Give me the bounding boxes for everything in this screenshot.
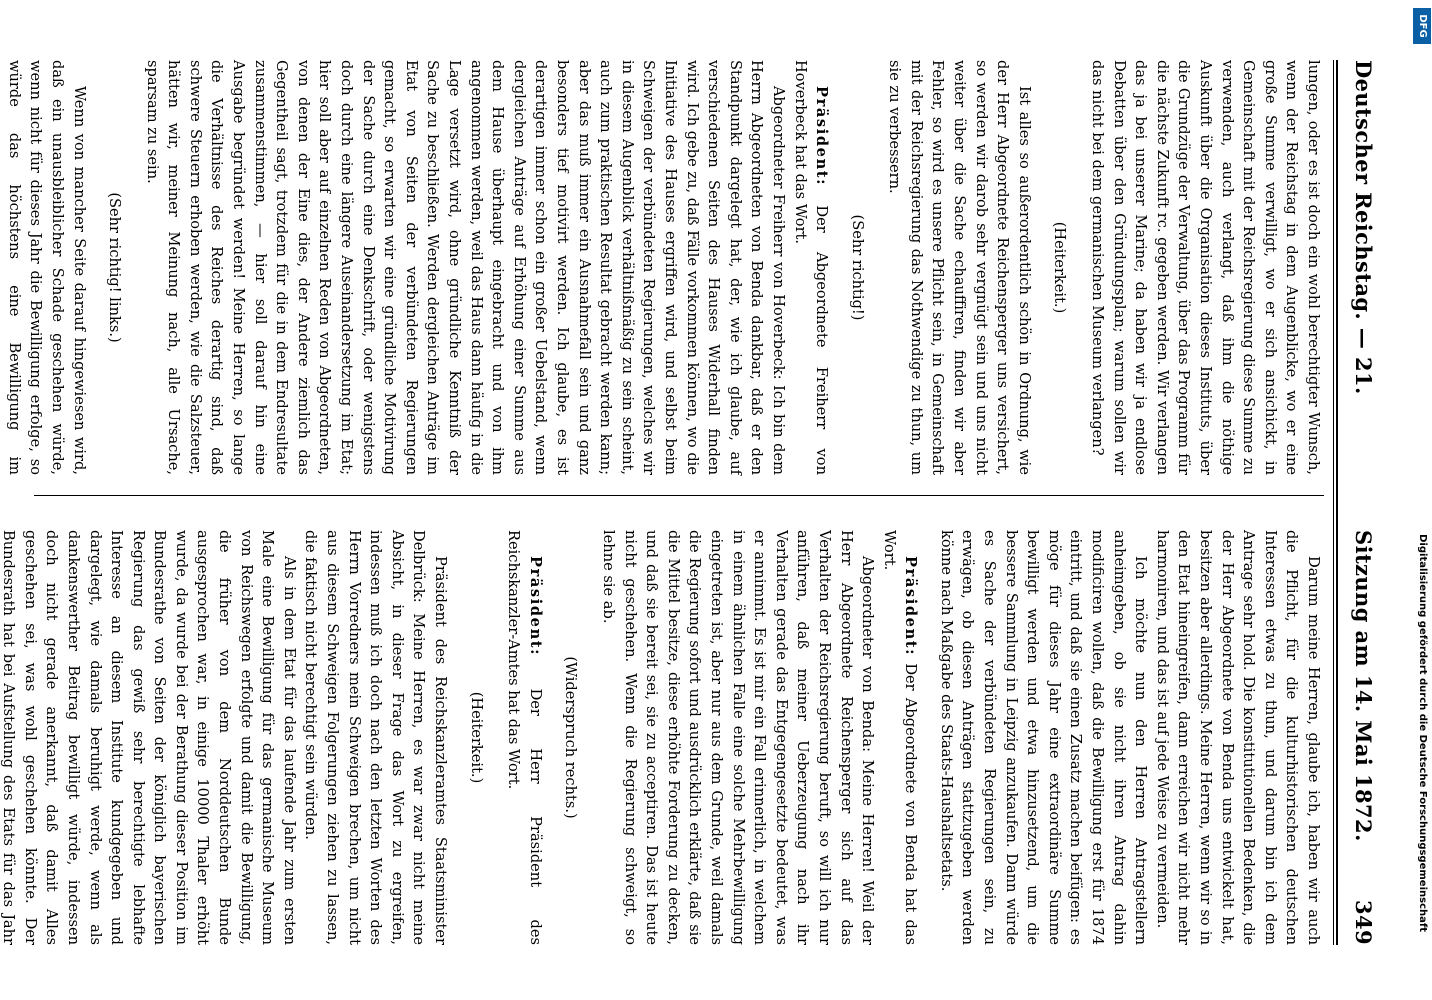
stage-direction: (Heiterkeit.) — [467, 691, 485, 784]
speaker-text: Der Abgeordnete Freiherr von Hoverbeck hat das Wort. — [791, 60, 831, 475]
speaker-paragraph — [878, 530, 921, 945]
paragraph: Wenn von mancher Seite darauf hingewiesen wird, daß ein unausbleiblicher Schade geschehen würde, wenn nicht für dieses Jahr die Bewilligung erfolge, so würde das höchstens eine Bewilligung im — [5, 60, 88, 475]
dfg-logo-text: DFG — [1417, 14, 1428, 38]
sidebar-credit-text: Digitalisierung gefördert durch die Deutsche Forschungsgemeinschaft — [1417, 534, 1428, 932]
header-center: Sitzung am 14. Mai 1872. — [1351, 530, 1376, 842]
left-column — [5, 60, 1324, 475]
column-divider — [34, 495, 1324, 496]
header-rule-thin — [1333, 60, 1334, 945]
speaker-label: Präsident: — [902, 556, 920, 657]
speaker-label: Präsident: — [526, 556, 544, 657]
header-left: Deutscher Reichstag. — 21. — [1351, 60, 1376, 395]
header-rule — [1336, 60, 1338, 945]
stage-direction: (Heiterkeit.) — [1051, 221, 1069, 314]
paragraph: Präsident des Reichskanzleramtes Staatsminister Delbrück: Meine Herren, es war zwar nicht meine Absicht, in dieser Frage das Wort zu ergreifen, indessen muß ich doch nach den letzten Worten des Herrn Vorredners mein Schweigen brechen, um nicht aus diesem Schweigen Folgerungen ziehen zu lassen, die faktisch nicht berechtigt sein würden. — [302, 530, 450, 945]
paragraph: Darum meine Herren, glaube ich, haben wir auch die Pflicht, für die kulturhistorischen deutschen Interessen etwas zu thun, und darum bin ich dem Antrage sehr hold. Die konstitutionellen Bedenken, die der Herr Abgeordnete von Benda uns entwickelt hat, besitzen aber allerdings. Meine Herren, wenn wir so in den Etat hineingreifen, dann erreichen wir nicht mehr harmoniren, und das ist auf jede Weise zu vermeiden. — [1153, 530, 1322, 945]
speaker-label: Präsident: — [813, 86, 831, 187]
stage-direction: (Widerspruch rechts.) — [562, 656, 580, 819]
paragraph: Ich möchte nun den Herren Antragstellern anheimgeben, ob sie nicht ihren Antrag dahin modificiren wollen, daß die Bewilligung erst für 1874 eintritt, und daß sie einen Zusatz machen beifügen: es möge für dieses Jahr eine extraordinäre Summe bewilligt werden und etwa hinzusetzend, um die bessere Sammlung in Leipzig anzukaufen. Dann würde es Sache der verbündeten Regierungen sein, zu erwägen, ob diesen Anträgen stattzugeben werden könne nach Maßgabe des Staats-Haushaltsetats. — [937, 530, 1150, 945]
paragraph: Als in dem Etat für das laufende Jahr zum ersten Male eine Bewilligung für das germanische Museum von Reichswegen erfolgte und damit die Bewilligung, die früher von dem Norddeutschen Bunde ausgesprochen war, in einige 10000 Thaler erhöht wurde, da wurde bei der Berathung dieser Position im Bundesrathe von Seiten der königlich bayerischen Regierung das gewiß sehr berechtigte lebhafte Interesse an diesem Institute kundgegeben und dargelegt, wie damals beruhigt werde, wenn als dankenswerther Beitrag bewilligt würde, indessen doch nicht gerade anerkannt, daß damit Alles geschehen sei, was wohl geschehen könnte. Der Bundesrath hat bei Aufstellung des Etats für das Jahr — [0, 530, 298, 945]
speaker-paragraph — [789, 60, 832, 475]
stage-direction: (Sehr richtig!) — [848, 214, 866, 321]
paragraph: Abgeordneter Freiherr von Hoverbeck: Ich bin dem Herrn Abgeordneten von Benda dankbar, daß er den Standpunkt dargelegt hat, der, wie ich glaube, auf verschiedenen Seiten des Hauses Widerhall finden wird. Ich gebe zu, daß Fälle vorkommen können, wo die Initiative des Hauses ergriffen wird, und selbst beim Schweigen der verbündeten Regierungen, welches wir in diesem Augenblick verhältnißmäßig zu sein scheint, auch zum praktischen Resultat gebracht werden kann; aber das muß immer ein Ausnahmefall sein und ganz besonders tief motivirt werden. Ich glaube, es ist derartigen immer schon ein großer Uebelstand, wenn dergleichen Anträge auf Erhöhung einer Summe aus dem Hause überhaupt eingebracht und von ihm angenommen werden, weil das Haus dann häufig in die Lage versetzt wird, ohne gründliche Kenntniß der Sache zu beschließen. Werden dergleichen Anträge im Etat von Seiten der verbündeten Regierungen gemacht, so erwarten wir eine gründliche Motivirung der Sache durch eine Denkschrift, oder wenigstens doch durch eine längere Auseinandersetzung im Etat; hier soll aber auf einzelnen Reden von Abgeordneten, von denen der Eine dies, der Andere ziemlich das Gegentheil sagt, trotzdem für die in dem Endresultate zusammenstimmen, — hier soll darauf hin eine Ausgabe begründet werden! Meine Herren, so lange die Verhältnisse des Reiches derartig sind, daß schwere Steuern erhoben werden, wie die Salzsteuer, hätten wir, meiner Meinung nach, alle Ursache, sparsam zu sein. — [143, 60, 787, 475]
speaker-text: Der Abgeordnete von Benda hat das Wort. — [880, 530, 920, 945]
page-header — [1342, 60, 1382, 945]
stage-direction: (Sehr richtig! links.) — [106, 192, 124, 343]
paragraph-continued: lungen, oder es ist doch ein wohl berechtigter Wunsch, wenn der Reichstag in dem Augenblicke, wo er eine große Summe verwilligt, wo er sich ansichickt, in Gemeinschaft mit der Reichsregierung diese Summe zu verwenden, auch verlangt, daß ihm die nöthige Auskunft über die Organisation dieses Instituts, über die Grundzüge der Verwaltung, über das Programm für die nächste Zukunft rc. gegeben werden. Wir verlangen das ja bei unserer Marine; da haben wir ja endlose Debatten über den Gründungsplan; warum sollen wir das nicht bei dem germanischen Museum verlangen? — [1089, 60, 1322, 475]
right-column — [0, 530, 1324, 945]
page-number: 349 — [1351, 899, 1376, 945]
sidebar-credit — [1412, 0, 1432, 1000]
paragraph: Ist alles so außerordentlich schön in Ordnung, wie der Herr Abgeordnete Reichensperger uns versichert, so werden wir darob sehr vergnügt sein und uns nicht weiter über die Sache echauffiren, finden wir aber Fehler, so wird es unsere Pflicht sein, in Gemeinschaft mit der Reichsregierung das Nothwendige zu thun, um sie zu verbessern. — [886, 60, 1033, 475]
paragraph: Abgeordneter von Benda: Meine Herren! Weil der Herr Abgeordnete Reichensperger sich auf das Verhalten der Reichsregierung beruft, so will ich nur anführen, daß meiner Ueberzeugung nach ihr Verhalten gerade das Entgegengesetzte bedeutet, was er annimmt. Es ist mir ein Fall erinnerlich, in welchem in einem ähnlichen Falle eine solche Mehrbewilligung eingetreten ist, aber nur aus dem Grunde, weil damals die Regierung sofort und ausdrücklich erklärte, daß sie die Mittel besitze, diese erhöhte Forderung zu decken, und daß sie bereit sei, sie zu acceptiren. Das ist heute nicht geschehen. Wenn die Regierung schweigt, so lehne sie ab. — [600, 530, 877, 945]
speaker-text: Der Herr Präsident des Reichskanzler-Amtes hat das Wort. — [505, 530, 544, 945]
speaker-paragraph — [503, 530, 546, 945]
dfg-logo — [1413, 8, 1431, 44]
